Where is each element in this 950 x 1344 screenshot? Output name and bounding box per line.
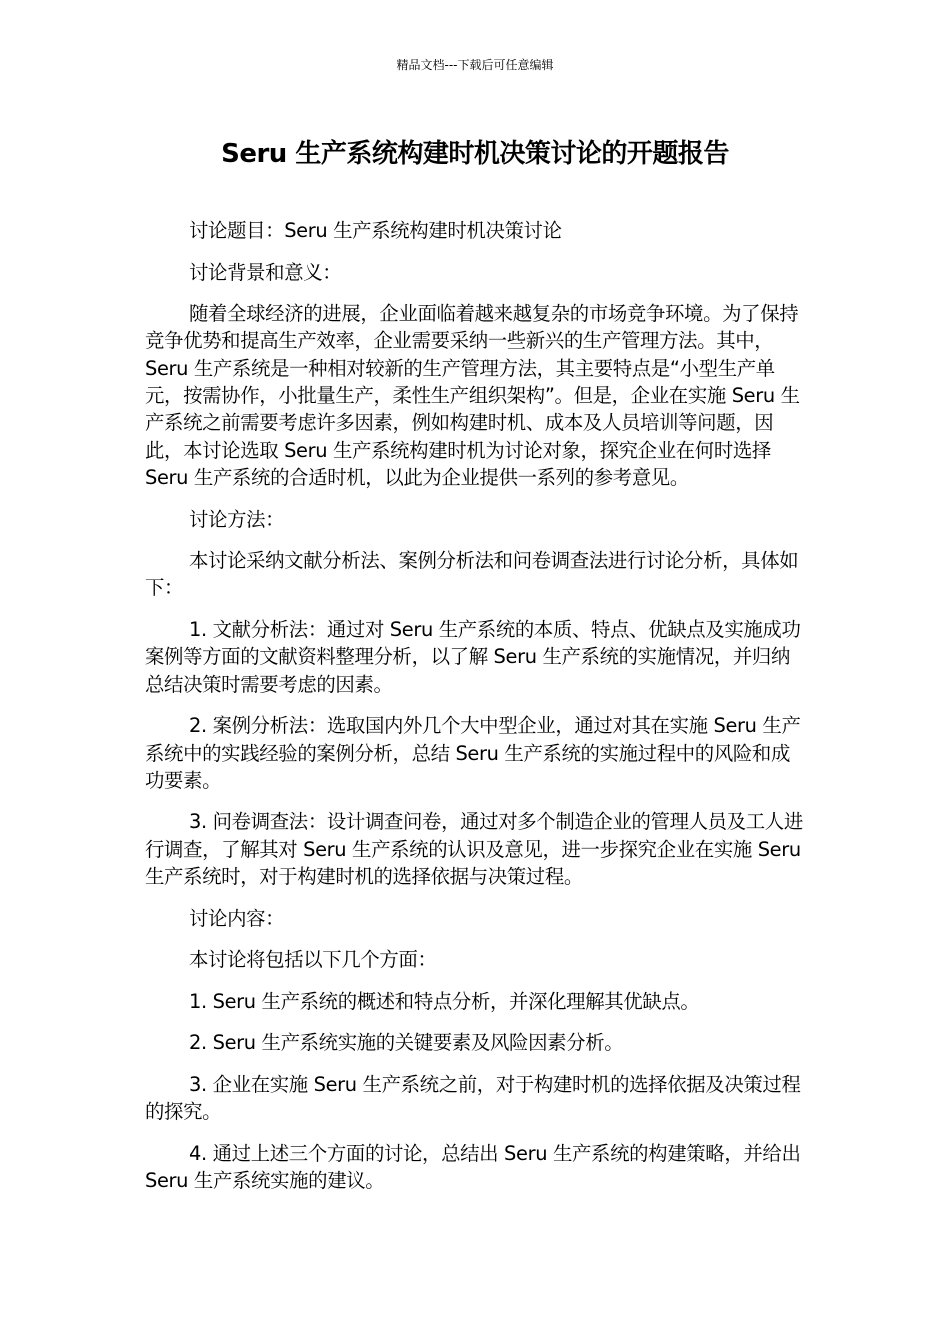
- page-header: 精品文档---下载后可任意编辑: [396, 58, 554, 72]
- document-body: [145, 217, 807, 1209]
- document-title: Seru 生产系统构建时机决策讨论的开题报告: [221, 139, 729, 169]
- paragraph-method-case: 2. 案例分析法：选取国内外几个大中型企业，通过对其在实施 Seru 生产系统中的实践经验的案例分析，总结 Seru 生产系统的实施过程中的风险和成功要素。: [145, 714, 801, 792]
- paragraph-background: 随着全球经济的进展，企业面临着越来越复杂的市场竞争环境。为了保持竞争优势和提高生产效率，企业需要采纳一些新兴的生产管理方法。其中，Seru 生产系统是一种相对较新的生产管理方法，其主要特点是“小型生产单元，按需协作，小批量生产，柔性生产组织架构”。但是，企业在实施 Seru 生产系统之前需要考虑许多因素，例如构建时机、成本及人员培训等问题，因此，本讨论选取 Seru 生产系统构建时机为讨论对象，探究企业在何时选择 Seru 生产系统的合适时机，以此为企业提供一系列的参考意见。: [145, 302, 800, 489]
- paragraph-content-item-4: 4. 通过上述三个方面的讨论，总结出 Seru 生产系统的构建策略，并给出 Seru 生产系统实施的建议。: [145, 1141, 801, 1193]
- heading-methods: 讨论方法：: [189, 507, 285, 531]
- paragraph-content-intro: 本讨论将包括以下几个方面：: [189, 948, 437, 972]
- paragraph-method-literature: 1. 文献分析法：通过对 Seru 生产系统的本质、特点、优缺点及实施成功案例等方面的文献资料整理分析，以了解 Seru 生产系统的实施情况，并归纳总结决策时需要考虑的因素。: [145, 618, 801, 696]
- paragraph-content-item-2: 2. Seru 生产系统实施的关键要素及风险因素分析。: [189, 1031, 624, 1055]
- paragraph-content-item-3: 3. 企业在实施 Seru 生产系统之前，对于构建时机的选择依据及决策过程的探究。: [145, 1072, 801, 1124]
- paragraph-methods-intro: 本讨论采纳文献分析法、案例分析法和问卷调查法进行讨论分析，具体如下：: [145, 549, 799, 600]
- paragraph-topic: 讨论题目：Seru 生产系统构建时机决策讨论: [189, 219, 562, 242]
- heading-content: 讨论内容：: [189, 906, 285, 930]
- paragraph-method-survey: 3. 问卷调查法：设计调查问卷，通过对多个制造企业的管理人员及工人进行调查，了解其对 Seru 生产系统的认识及意见，进一步探究企业在实施 Seru 生产系统时，对于构建时机的选择依据与决策过程。: [145, 810, 803, 889]
- paragraph-content-item-1: 1. Seru 生产系统的概述和特点分析，并深化理解其优缺点。: [189, 989, 700, 1013]
- heading-background: 讨论背景和意义：: [189, 260, 342, 284]
